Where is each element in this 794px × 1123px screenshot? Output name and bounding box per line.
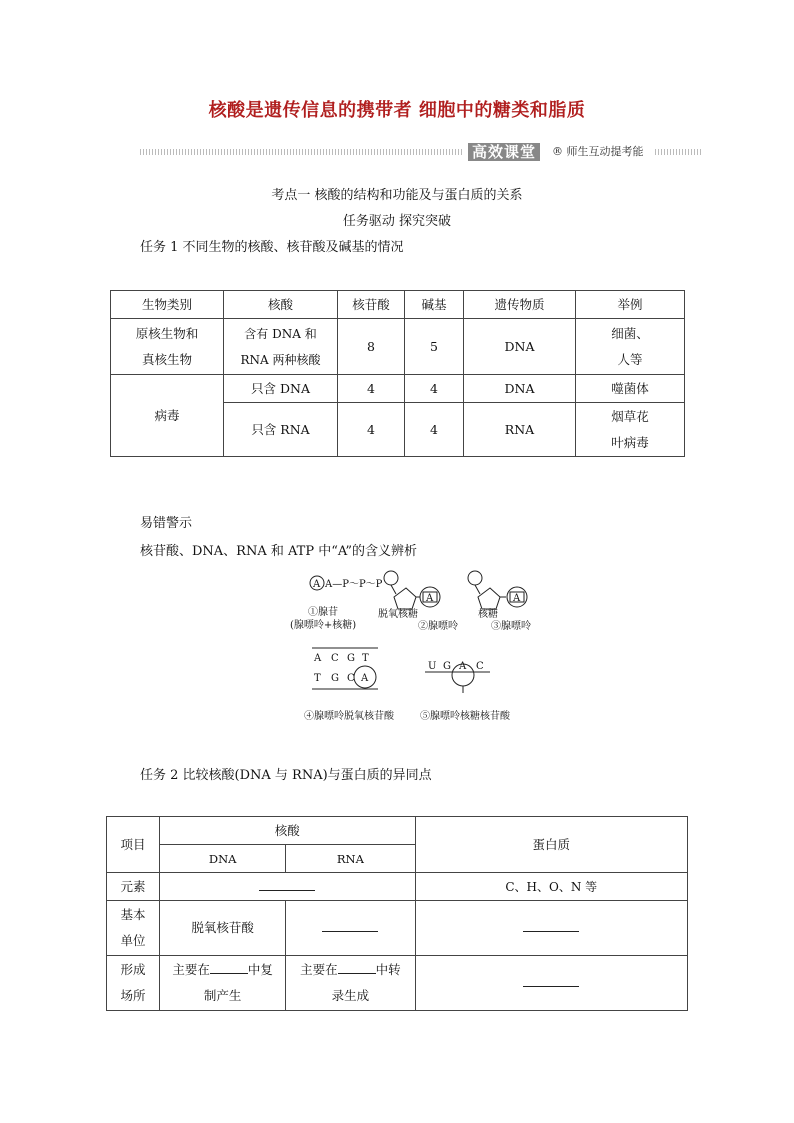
site-protein-blank xyxy=(415,956,688,1011)
circle-letter: A xyxy=(426,593,434,604)
strand-base: A xyxy=(361,673,369,684)
table-row xyxy=(107,873,688,901)
cell-bases: 4 xyxy=(405,375,464,403)
strand-base: C xyxy=(331,653,339,664)
cell-nucleotides: 4 xyxy=(338,375,405,403)
page-title: 核酸是遗传信息的携带者 细胞中的糖类和脂质 xyxy=(208,100,586,121)
cell-category: 原核生物和 真核生物 xyxy=(111,319,224,375)
section-heading: 考点一 核酸的结构和功能及与蛋白质的关系 xyxy=(271,188,523,203)
phosphate-circle xyxy=(384,571,398,585)
blank-line xyxy=(523,972,579,987)
blank-line xyxy=(210,959,248,974)
strand-base: A xyxy=(314,653,322,664)
deoxyribose-pentagon xyxy=(394,588,416,609)
header-bases: 碱基 xyxy=(405,291,464,319)
element-nucleic-blank xyxy=(160,873,415,901)
header-material: 遗传物质 xyxy=(464,291,576,319)
circle-letter: A xyxy=(313,579,321,590)
rna-base: C xyxy=(476,661,484,672)
label-1b: (腺嘌呤+核糖) xyxy=(290,620,357,631)
atp-chain: A—P～P～P xyxy=(325,579,383,590)
cell-nucleic: 含有 DNA 和 RNA 两种核酸 xyxy=(224,319,338,375)
header-category: 生物类别 xyxy=(111,291,224,319)
warning-title: 易错警示 xyxy=(140,516,193,531)
strand-base: G xyxy=(331,673,339,684)
ribose-pentagon xyxy=(478,588,500,609)
blank-line xyxy=(322,917,378,932)
banner-stripe-right xyxy=(655,149,702,155)
label-ribose: 核糖 xyxy=(478,609,498,620)
task1-table xyxy=(110,290,685,457)
header-nucleotides: 核苷酸 xyxy=(338,291,405,319)
section-banner xyxy=(140,143,702,161)
banner-tag: ® 师生互动提考能 xyxy=(552,145,644,158)
label-4: ④腺嘌呤脱氧核苷酸 xyxy=(304,711,394,722)
circle-letter: A xyxy=(513,593,521,604)
table-row xyxy=(111,319,685,375)
cell-example: 噬菌体 xyxy=(576,375,685,403)
site-dna: 主要在 中复 制产生 xyxy=(160,956,286,1011)
strand-base: G xyxy=(347,653,355,664)
label-2: ②腺嘌呤 xyxy=(418,621,458,632)
header-example: 举例 xyxy=(576,291,685,319)
header-nucleic: 核酸 xyxy=(224,291,338,319)
table-row xyxy=(107,956,688,1011)
banner-stripe-left xyxy=(140,149,462,155)
task2-label: 任务 2 比较核酸(DNA 与 RNA)与蛋白质的异同点 xyxy=(140,768,432,783)
a-meaning-figure xyxy=(280,565,550,730)
label-deoxyribose: 脱氧核糖 xyxy=(378,609,418,620)
phosphate-circle xyxy=(468,571,482,585)
banner-badge: 高效课堂 xyxy=(468,143,540,161)
task1-label: 任务 1 不同生物的核酸、核苷酸及碱基的情况 xyxy=(140,240,404,255)
site-rna: 主要在 中转 录生成 xyxy=(286,956,415,1011)
strand-base: C xyxy=(347,673,355,684)
label-1a: ①腺苷 xyxy=(308,607,338,618)
section-subheading: 任务驱动 探究突破 xyxy=(342,214,452,229)
row-label-element: 元素 xyxy=(107,873,160,901)
strand-base: T xyxy=(314,673,321,684)
cell-material: DNA xyxy=(464,375,576,403)
blank-line xyxy=(338,959,376,974)
header-dna: DNA xyxy=(160,845,286,873)
warning-subtitle: 核苷酸、DNA、RNA 和 ATP 中“A”的含义辨析 xyxy=(140,544,417,559)
cell-nucleic: 只含 DNA xyxy=(224,375,338,403)
cell-material: RNA xyxy=(464,403,576,457)
rna-base: U xyxy=(428,661,437,672)
cell-nucleotides: 4 xyxy=(338,403,405,457)
header-protein: 蛋白质 xyxy=(415,817,688,873)
cell-nucleic: 只含 RNA xyxy=(224,403,338,457)
rna-base: G xyxy=(443,661,451,672)
strand-base: T xyxy=(362,653,369,664)
label-5: ⑤腺嘌呤核糖核苷酸 xyxy=(420,711,510,722)
task2-table xyxy=(106,816,688,1011)
blank-line xyxy=(259,876,315,891)
cell-category-virus: 病毒 xyxy=(111,375,224,457)
header-item: 项目 xyxy=(107,817,160,873)
label-3: ③腺嘌呤 xyxy=(491,621,531,632)
cell-nucleotides: 8 xyxy=(338,319,405,375)
unit-dna: 脱氧核苷酸 xyxy=(160,901,286,956)
header-rna: RNA xyxy=(286,845,415,873)
row-label-unit: 基本 单位 xyxy=(107,901,160,956)
blank-line xyxy=(523,917,579,932)
cell-example: 烟草花 叶病毒 xyxy=(576,403,685,457)
element-protein: C、H、O、N 等 xyxy=(415,873,688,901)
cell-example: 细菌、 人等 xyxy=(576,319,685,375)
rna-base: A xyxy=(459,661,467,672)
unit-protein-blank xyxy=(415,901,688,956)
cell-bases: 4 xyxy=(405,403,464,457)
cell-material: DNA xyxy=(464,319,576,375)
cell-bases: 5 xyxy=(405,319,464,375)
table-row xyxy=(107,901,688,956)
row-label-site: 形成 场所 xyxy=(107,956,160,1011)
unit-rna-blank xyxy=(286,901,415,956)
header-nucleic: 核酸 xyxy=(160,817,415,845)
table-row xyxy=(111,375,685,403)
